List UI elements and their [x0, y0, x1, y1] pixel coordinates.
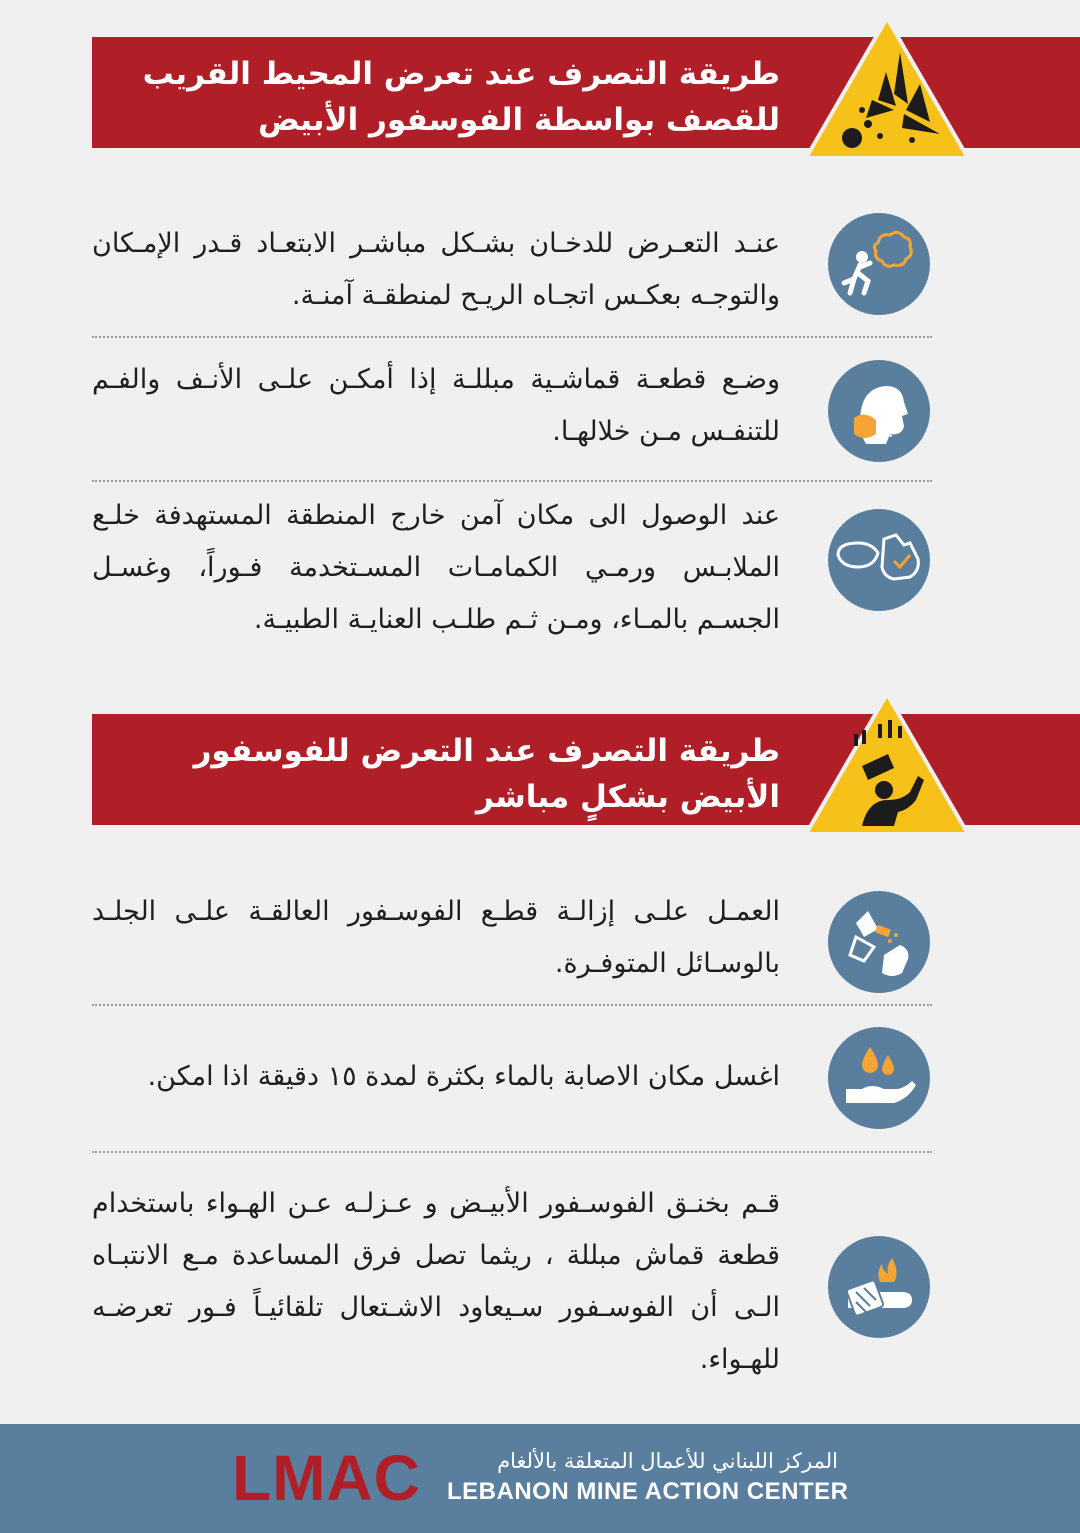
- organization-name-arabic: المركز اللبناني للأعمال المتعلقة بالألغام: [497, 1449, 838, 1473]
- section1-item-3-text: عند الوصول الى مكان آمن خارج المنطقة المستهدفة خلـع الملابـس ورمـي الكمامـات المسـتخدمة فـوراً، وغسـل الجسـم بالمـاء، ومـن ثـم طلـب العنايـة الطبيـة.: [92, 500, 780, 635]
- divider: [92, 480, 932, 482]
- section2-item-2-text: اغسل مكان الاصابة بالماء بكثرة لمدة ١٥ دقيقة اذا امكن.: [147, 1061, 780, 1092]
- hand-washing-icon: [828, 1027, 930, 1129]
- divider: [92, 1151, 932, 1153]
- falling-object-warning-icon: [802, 690, 972, 840]
- section1-title-line1: طريقة التصرف عند تعرض المحيط القريب: [142, 56, 780, 92]
- section1-title: [140, 51, 780, 143]
- organization-name-english: LEBANON MINE ACTION CENTER: [447, 1478, 849, 1505]
- lmac-logo: LMAC: [232, 1442, 421, 1514]
- burning-hand-bandage-icon: [828, 1236, 930, 1338]
- section2-title-line2: الأبيض بشكلٍ مباشر: [475, 779, 780, 815]
- face-mask-icon: [828, 360, 930, 462]
- divider: [92, 336, 932, 338]
- divider: [92, 1004, 932, 1006]
- section1-title-line2: للقصف بواسطة الفوسفور الأبيض: [257, 102, 780, 138]
- section1-item-1-text: عنـد التعـرض للدخـان بشـكل مباشـر الابتعـاد قـدر الإمـكان والتوجـه بعكـس اتجـاه الريـح لمنطقـة آمنـة.: [92, 228, 780, 311]
- discard-mask-icon: [828, 509, 930, 611]
- section2-item-3-text: قـم بخنـق الفوسـفور الأبيـض و عـزلـه عـن الهـواء باستخدام قطعة قماش مبللة ، ريثما تصل فرق المساعدة مـع الانتبـاه الـى أن الفوسـفور سـيعاود الاشـتعال تلقائيـاً فـور تعرضـه للهـواء.: [92, 1188, 780, 1375]
- section2-item-1-text: العمـل علـى إزالـة قطـع الفوسـفور العالقـة علـى الجلـد بالوسـائل المتوفـرة.: [92, 896, 780, 979]
- running-from-smoke-icon: [828, 213, 930, 315]
- removing-particles-icon: [828, 891, 930, 993]
- explosion-warning-icon: [802, 14, 972, 164]
- section2-title: [140, 728, 780, 820]
- section1-item-2-text: وضـع قطعـة قماشـية مبللـة إذا أمكـن علـى الأنـف والفـم للتنفـس مـن خلالهـا.: [92, 364, 780, 447]
- section2-title-line1: طريقة التصرف عند التعرض للفوسفور: [193, 733, 780, 769]
